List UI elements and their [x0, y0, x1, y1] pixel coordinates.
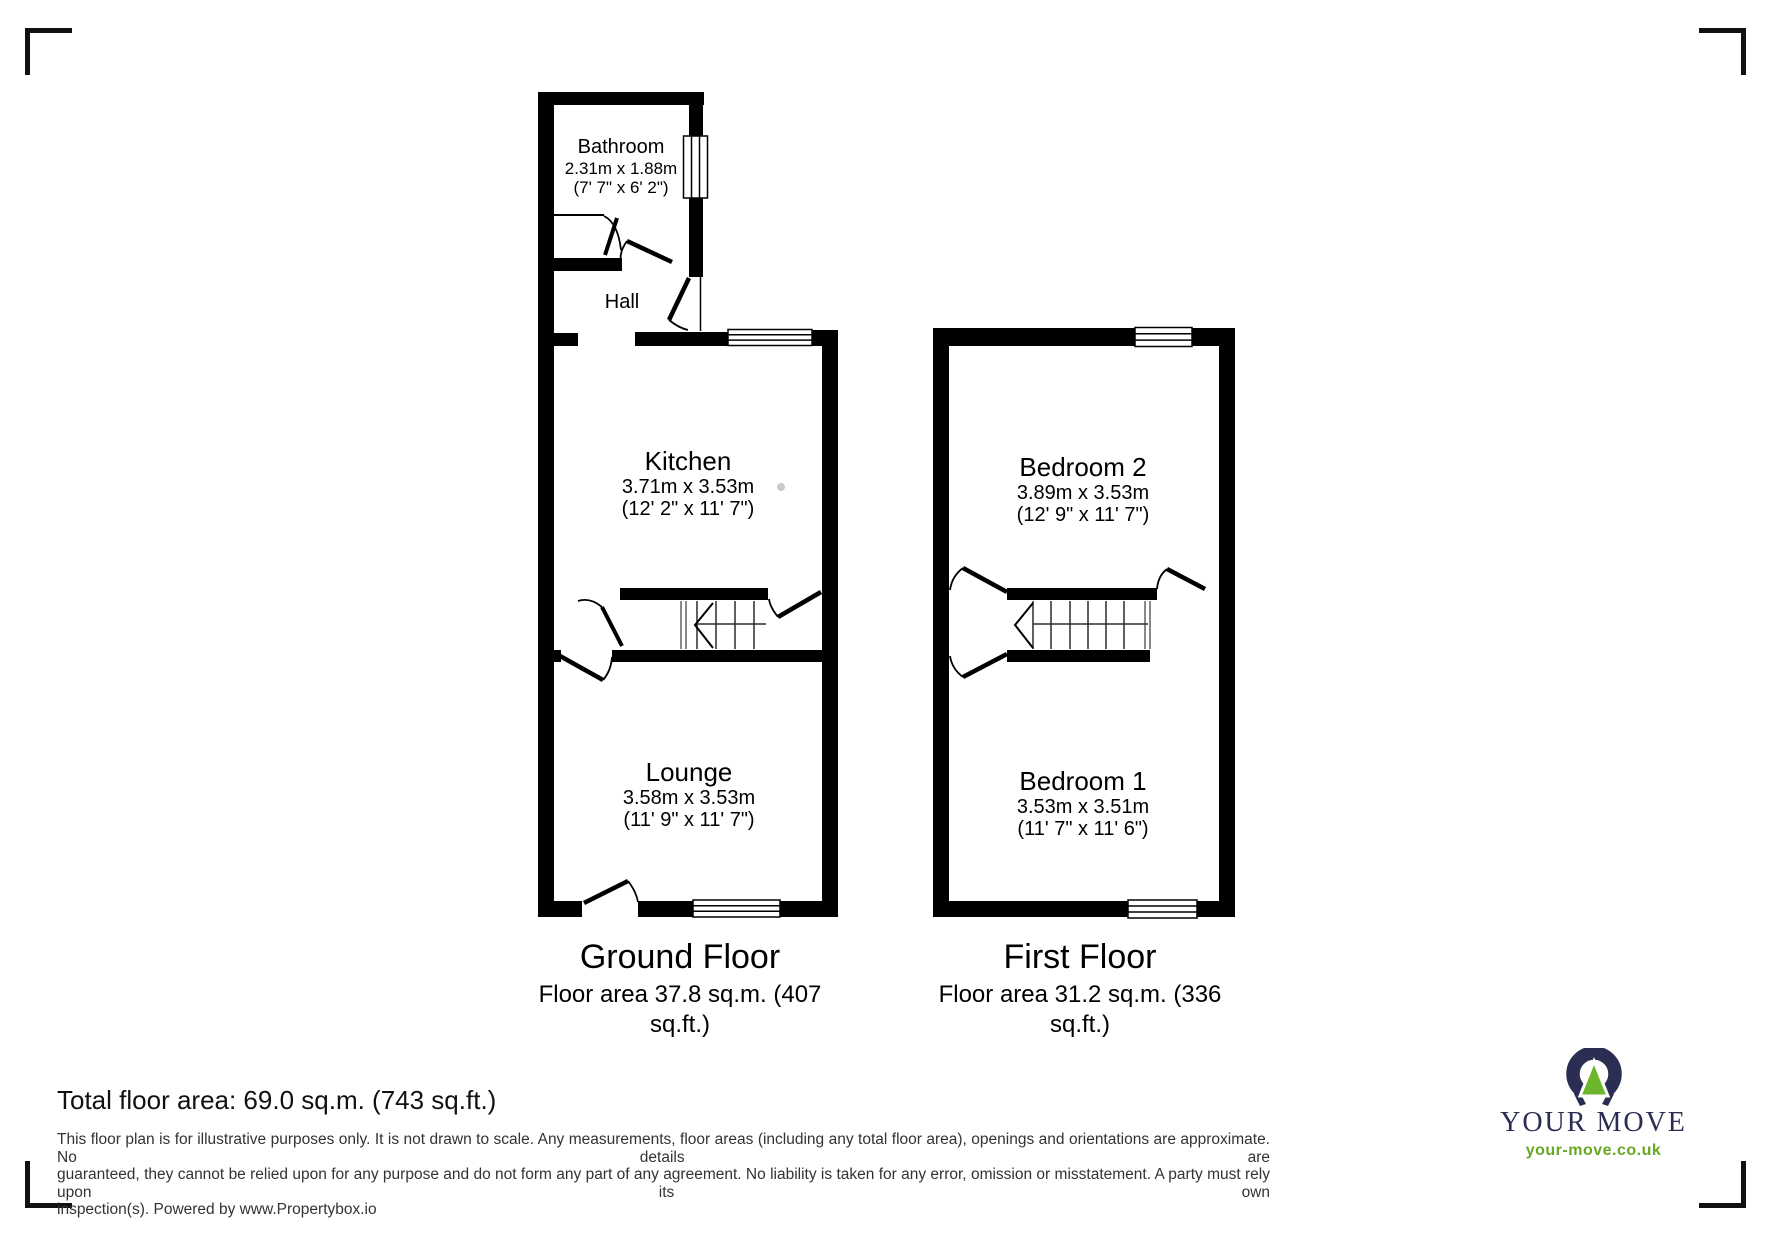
- room-label-kitchen: [538, 446, 838, 520]
- room-label-lounge: [539, 757, 839, 831]
- room-label-bedroom1: [933, 766, 1233, 840]
- your-move-logo: [1491, 1048, 1696, 1160]
- room-label-hall: [552, 290, 692, 314]
- lounge-door-arc: [603, 657, 612, 680]
- understairs-door-leaf: [778, 592, 821, 617]
- corner-marks: [28, 31, 1744, 1206]
- room-dim-metric: 2.31m x 1.88m: [564, 159, 678, 178]
- kitchen-stairs-door-leaf: [602, 607, 622, 646]
- bedroom2-right-door-arc: [1157, 569, 1167, 589]
- room-name: Bedroom 2: [1019, 452, 1147, 482]
- first-floor-area: Floor area 31.2 sq.m. (336 sq.ft.): [938, 981, 1222, 1038]
- front-door-arc: [669, 320, 688, 330]
- disclaimer-line: inspection(s). Powered by www.Propertybox.io: [57, 1201, 377, 1219]
- logo-url-text: your-move.co.uk: [1525, 1142, 1662, 1159]
- lounge-door-leaf: [560, 656, 603, 680]
- understairs-door-arc: [769, 599, 778, 617]
- room-dim-imperial: (11' 7" x 11' 6"): [1017, 818, 1149, 840]
- room-name: Lounge: [645, 757, 733, 787]
- first-floor-title: First Floor: [1003, 938, 1157, 976]
- room-dim-imperial: (11' 9" x 11' 7"): [623, 809, 755, 831]
- room-dim-metric: 3.89m x 3.53m: [1016, 482, 1150, 504]
- ground-floor-title: Ground Floor: [579, 938, 781, 976]
- total-floor-area: Total floor area: 69.0 sq.m. (743 sq.ft.): [57, 1085, 497, 1115]
- room-dim-imperial: (12' 9" x 11' 7"): [1016, 504, 1150, 526]
- disclaimer-line: guaranteed, they cannot be relied upon for any purpose and do not form any part of any agreement. No liability is taken for any error, omission or misstatement. A party must rely upon its own: [57, 1166, 1270, 1201]
- bathroom-entry-door-leaf: [627, 241, 672, 262]
- bedroom2-left-door-leaf: [963, 568, 1007, 592]
- bedroom2-right-door-leaf: [1167, 569, 1205, 589]
- logo-brand-text: YOUR MOVE: [1500, 1107, 1687, 1138]
- ground-floor-stairs: [681, 601, 766, 649]
- room-dim-imperial: (12' 2" x 11' 7"): [621, 498, 755, 520]
- room-label-bedroom2: [933, 452, 1233, 526]
- ground-floor-area: Floor area 37.8 sq.m. (407 sq.ft.): [538, 981, 822, 1038]
- lounge-window: [693, 900, 780, 917]
- kitchen-window: [728, 330, 812, 346]
- bedroom1-door-arc: [950, 656, 963, 677]
- corner-mark-top-right: [1699, 31, 1744, 76]
- lounge-rear-door-arc: [628, 881, 638, 902]
- bathroom-door-leaf: [605, 218, 617, 255]
- first-floor-stairs: [1015, 601, 1150, 649]
- room-dim-imperial: (7' 7" x 6' 2"): [573, 178, 669, 197]
- room-name: Hall: [604, 291, 640, 313]
- room-dim-metric: 3.53m x 3.51m: [1016, 796, 1150, 818]
- corner-mark-bottom-right: [1699, 1161, 1744, 1206]
- room-name: Bathroom: [577, 136, 665, 158]
- kitchen-stairs-door-arc: [578, 600, 602, 607]
- bedroom1-window: [1128, 900, 1197, 918]
- stairs-direction-arrow: [1015, 603, 1033, 648]
- room-label-bathroom: [521, 135, 721, 197]
- room-name: Kitchen: [644, 446, 732, 476]
- room-dim-metric: 3.58m x 3.53m: [622, 787, 756, 809]
- bedroom2-left-door-arc: [950, 568, 963, 590]
- corner-mark-top-left: [28, 31, 73, 76]
- bedroom2-window: [1135, 328, 1192, 347]
- disclaimer-text: [57, 1131, 1270, 1219]
- disclaimer-line: This floor plan is for illustrative purposes only. It is not drawn to scale. Any measurements, floor areas (including any total floor area), openings and orientations are approximate. No details are: [57, 1131, 1270, 1166]
- lounge-rear-door-leaf: [584, 881, 628, 903]
- horseshoe-logo-icon: [1564, 1048, 1624, 1106]
- room-name: Bedroom 1: [1019, 766, 1147, 796]
- room-dim-metric: 3.71m x 3.53m: [621, 476, 755, 498]
- bedroom1-door-leaf: [963, 654, 1007, 677]
